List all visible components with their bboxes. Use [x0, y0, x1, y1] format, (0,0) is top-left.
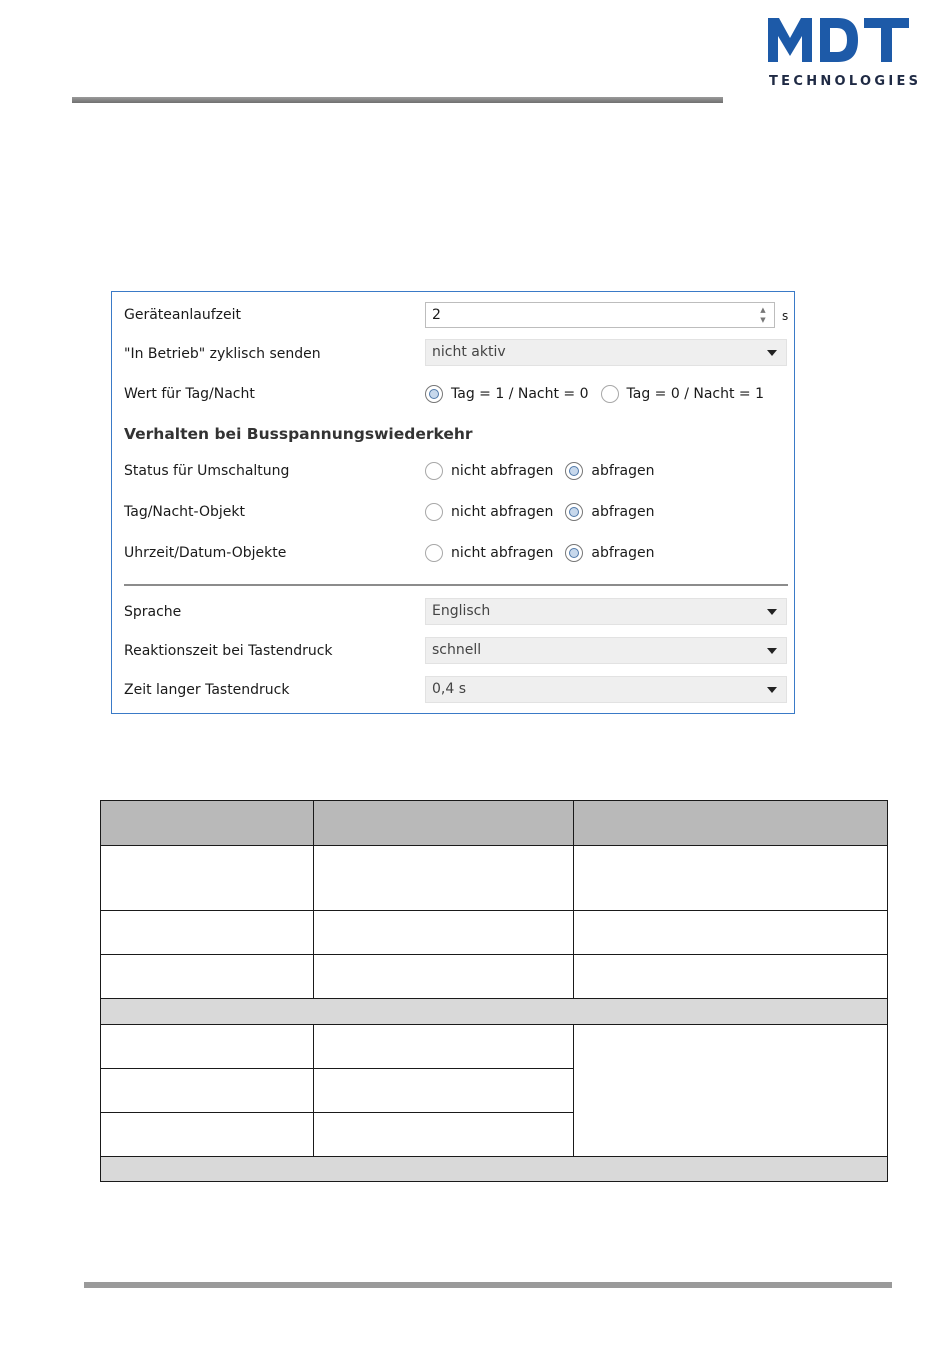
table-cell [100, 1024, 314, 1069]
in-operation-value: nicht aktiv [432, 344, 506, 360]
time-date-objects-label: Uhrzeit/Datum-Objekte [124, 545, 287, 561]
chevron-down-icon [767, 350, 777, 356]
day-night-object-query-radio[interactable] [565, 503, 583, 521]
table-section-band [100, 1156, 888, 1182]
in-operation-label: "In Betrieb" zyklisch senden [124, 346, 321, 362]
table-cell [313, 1068, 574, 1113]
table-cell [100, 845, 314, 911]
table-header-cell [100, 800, 314, 846]
day-night-object-radio-group [425, 501, 666, 523]
day-night-radio-group [425, 383, 776, 405]
time-date-query-label[interactable]: abfragen [591, 545, 655, 561]
status-switch-query-label[interactable]: abfragen [591, 463, 655, 479]
language-label: Sprache [124, 604, 182, 620]
language-value: Englisch [432, 603, 491, 619]
day-night-label: Wert für Tag/Nacht [124, 386, 255, 402]
table-cell [100, 1068, 314, 1113]
footer-rule [84, 1282, 892, 1288]
spin-arrows-icon[interactable]: ▲ ▼ [760, 306, 766, 324]
table-cell [313, 845, 574, 911]
long-press-value: 0,4 s [432, 681, 467, 697]
table-cell [573, 845, 888, 911]
table-cell [100, 910, 314, 955]
table-header-cell [313, 800, 574, 846]
day-night-option-2-radio[interactable] [601, 385, 619, 403]
mdt-logo-mark [768, 16, 910, 64]
table-merged-cell [573, 1024, 888, 1157]
section-divider [124, 584, 788, 586]
logo-subtitle: TECHNOLOGIES [769, 74, 922, 89]
status-switch-radio-group [425, 460, 666, 482]
table-cell [313, 954, 574, 999]
parameter-table [100, 800, 888, 1182]
header-rule [72, 97, 723, 103]
table-cell [313, 1112, 574, 1157]
chevron-down-icon [767, 687, 777, 693]
day-night-option-1-radio[interactable] [425, 385, 443, 403]
time-date-no-query-radio[interactable] [425, 544, 443, 562]
table-cell [313, 1024, 574, 1069]
startup-time-label: Geräteanlaufzeit [124, 307, 241, 323]
time-date-objects-radio-group [425, 542, 666, 564]
reaction-time-label: Reaktionszeit bei Tastendruck [124, 643, 333, 659]
day-night-object-label: Tag/Nacht-Objekt [124, 504, 245, 520]
time-date-query-radio[interactable] [565, 544, 583, 562]
settings-panel [111, 291, 795, 714]
section-title: Verhalten bei Busspannungswiederkehr [124, 425, 473, 443]
status-switch-label: Status für Umschaltung [124, 463, 290, 479]
chevron-down-icon [767, 609, 777, 615]
status-switch-query-radio[interactable] [565, 462, 583, 480]
startup-time-unit: s [782, 309, 789, 323]
table-cell [100, 954, 314, 999]
table-cell [100, 1112, 314, 1157]
chevron-down-icon [767, 648, 777, 654]
mdt-logo [768, 16, 922, 90]
table-cell [573, 910, 888, 955]
day-night-object-no-query-label[interactable]: nicht abfragen [451, 504, 554, 520]
day-night-object-no-query-radio[interactable] [425, 503, 443, 521]
day-night-option-2-label[interactable]: Tag = 0 / Nacht = 1 [626, 386, 765, 402]
day-night-object-query-label[interactable]: abfragen [591, 504, 655, 520]
startup-time-input[interactable] [425, 302, 775, 328]
status-switch-no-query-radio[interactable] [425, 462, 443, 480]
in-operation-select[interactable] [425, 339, 787, 366]
status-switch-no-query-label[interactable]: nicht abfragen [451, 463, 554, 479]
day-night-option-1-label[interactable]: Tag = 1 / Nacht = 0 [451, 386, 589, 402]
table-section-band [100, 998, 888, 1025]
table-cell [313, 910, 574, 955]
language-select[interactable] [425, 598, 787, 625]
long-press-label: Zeit langer Tastendruck [124, 682, 290, 698]
table-header-cell [573, 800, 888, 846]
time-date-no-query-label[interactable]: nicht abfragen [451, 545, 554, 561]
table-cell [573, 954, 888, 999]
long-press-select[interactable] [425, 676, 787, 703]
reaction-time-value: schnell [432, 642, 482, 658]
startup-time-value: 2 [432, 307, 441, 323]
reaction-time-select[interactable] [425, 637, 787, 664]
